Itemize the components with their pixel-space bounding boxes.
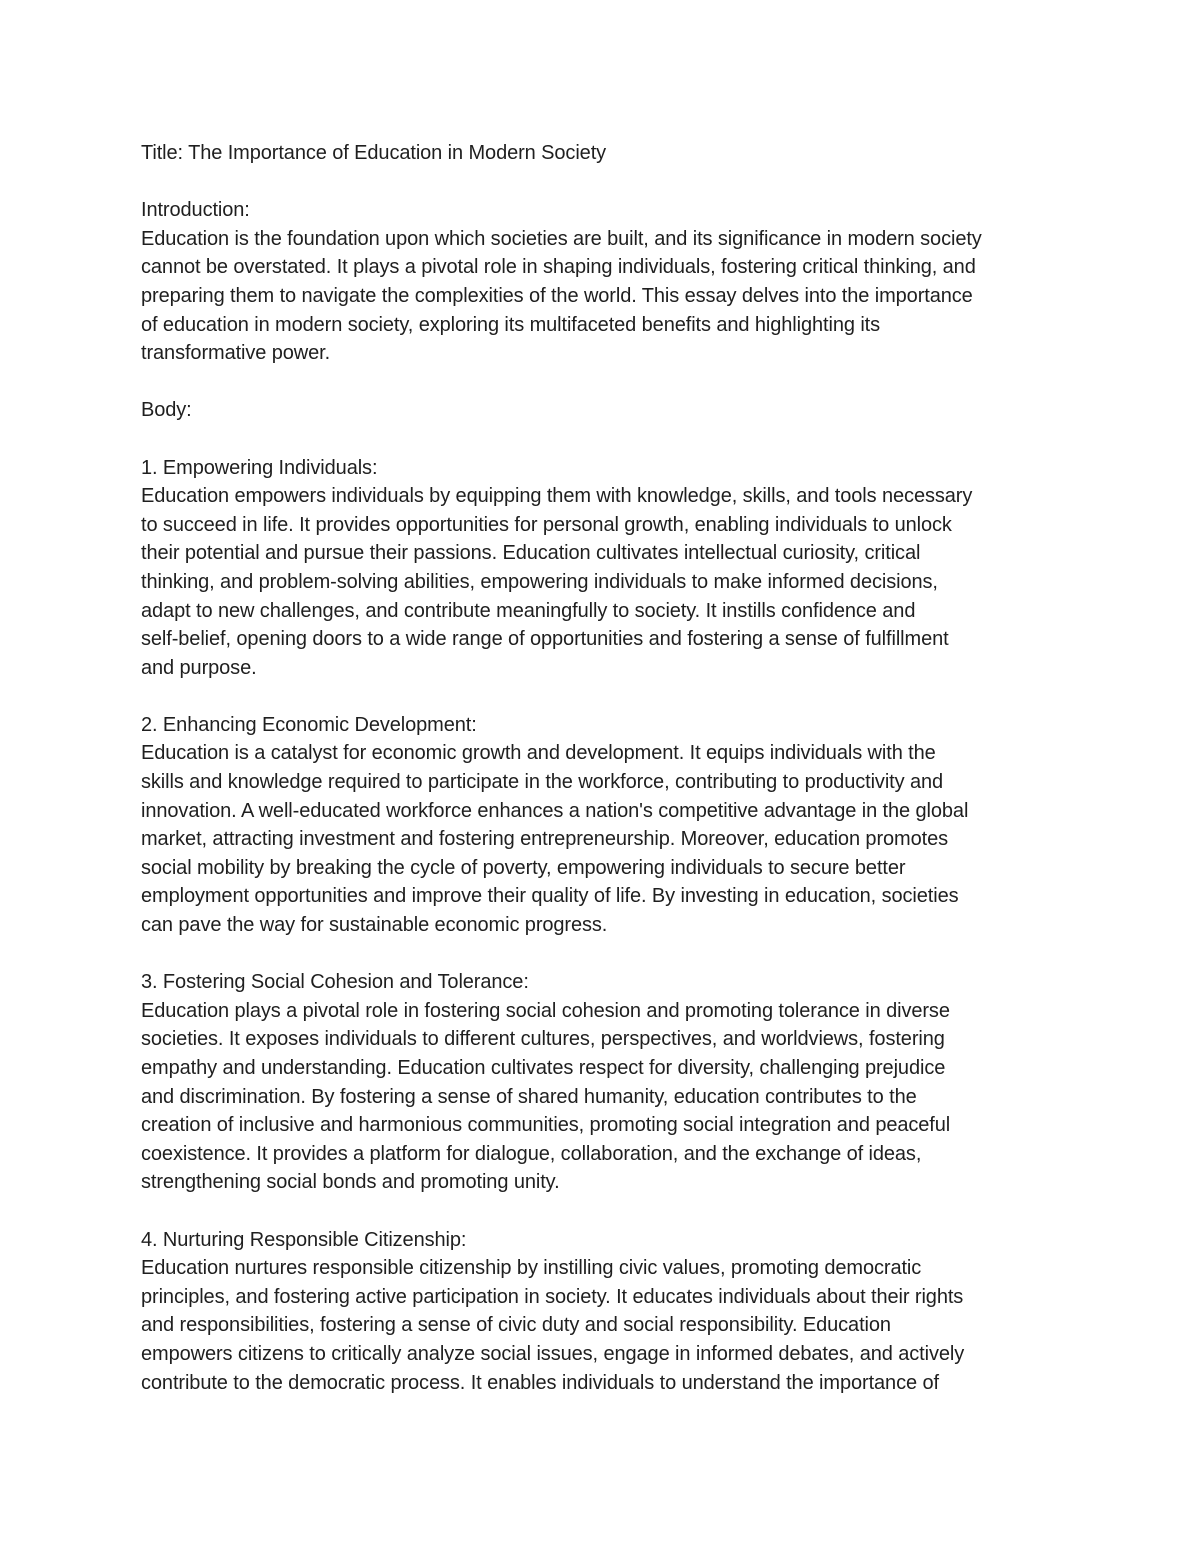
spacer: [141, 425, 1086, 454]
text-line: of education in modern society, exploring its multifaceted benefits and highlighting its: [141, 313, 881, 336]
text-line: Education plays a pivotal role in fostering social cohesion and promoting tolerance in diverse: [141, 999, 950, 1022]
section-economic-development: [141, 711, 1086, 940]
text-line: adapt to new challenges, and contribute meaningfully to society. It instills confidence and: [141, 599, 916, 622]
document-title: Title: The Importance of Education in Modern Society: [141, 142, 607, 164]
spacer: [141, 940, 1086, 969]
text-line: innovation. A well-educated workforce enhances a nation's competitive advantage in the global: [141, 799, 969, 822]
text-line: preparing them to navigate the complexities of the world. This essay delves into the importance: [141, 284, 973, 307]
spacer: [141, 682, 1086, 711]
section-heading: 1. Empowering Individuals:: [141, 456, 378, 479]
introduction-heading: Introduction:: [141, 199, 250, 222]
text-line: and discrimination. By fostering a sense of shared humanity, education contributes to the: [141, 1085, 917, 1108]
text-line: strengthening social bonds and promoting unity.: [141, 1171, 560, 1194]
text-line: self-belief, opening doors to a wide range of opportunities and fostering a sense of fulfillment: [141, 628, 949, 651]
text-line: Education empowers individuals by equipping them with knowledge, skills, and tools necessary: [141, 485, 973, 508]
text-line: empowers citizens to critically analyze social issues, engage in informed debates, and actively: [141, 1342, 965, 1365]
text-line: and purpose.: [141, 656, 257, 679]
body-heading: Body:: [141, 399, 192, 422]
section-heading: 3. Fostering Social Cohesion and Tolerance:: [141, 971, 529, 994]
text-line: skills and knowledge required to participate in the workforce, contributing to productivity and: [141, 771, 944, 794]
text-line: cannot be overstated. It plays a pivotal role in shaping individuals, fostering critical thinking, and: [141, 256, 976, 279]
text-line: Education nurtures responsible citizenship by instilling civic values, promoting democratic: [141, 1257, 922, 1280]
section-social-cohesion: [141, 968, 1086, 1197]
text-line: to succeed in life. It provides opportunities for personal growth, enabling individuals to unlock: [141, 513, 952, 536]
text-line: their potential and pursue their passions. Education cultivates intellectual curiosity, critical: [141, 542, 921, 565]
text-line: creation of inclusive and harmonious communities, promoting social integration and peaceful: [141, 1114, 951, 1137]
section-responsible-citizenship: [141, 1226, 1086, 1398]
text-line: thinking, and problem-solving abilities, empowering individuals to make informed decisions,: [141, 570, 938, 593]
text-line: social mobility by breaking the cycle of poverty, empowering individuals to secure better: [141, 856, 906, 879]
text-line: contribute to the democratic process. It enables individuals to understand the importance of: [141, 1371, 939, 1394]
section-heading: 4. Nurturing Responsible Citizenship:: [141, 1228, 467, 1251]
text-line: coexistence. It provides a platform for dialogue, collaboration, and the exchange of ideas,: [141, 1142, 922, 1165]
text-line: principles, and fostering active participation in society. It educates individuals about their rights: [141, 1285, 964, 1308]
section-heading: 2. Enhancing Economic Development:: [141, 713, 477, 736]
text-line: societies. It exposes individuals to different cultures, perspectives, and worldviews, fostering: [141, 1028, 945, 1051]
text-line: and responsibilities, fostering a sense of civic duty and social responsibility. Education: [141, 1314, 891, 1337]
text-line: can pave the way for sustainable economic progress.: [141, 914, 608, 937]
text-line: Education is a catalyst for economic growth and development. It equips individuals with the: [141, 742, 936, 765]
text-line: transformative power.: [141, 342, 331, 365]
section-empowering-individuals: [141, 454, 1086, 683]
spacer: [141, 1197, 1086, 1226]
introduction-section: [141, 196, 1086, 368]
text-line: market, attracting investment and fostering entrepreneurship. Moreover, education promotes: [141, 828, 948, 851]
spacer: [141, 168, 1086, 197]
spacer: [141, 368, 1086, 397]
text-line: Education is the foundation upon which societies are built, and its significance in modern society: [141, 227, 982, 250]
document-page: [141, 139, 1086, 1397]
text-line: empathy and understanding. Education cultivates respect for diversity, challenging prejudice: [141, 1057, 946, 1079]
text-line: employment opportunities and improve their quality of life. By investing in education, societies: [141, 885, 959, 908]
